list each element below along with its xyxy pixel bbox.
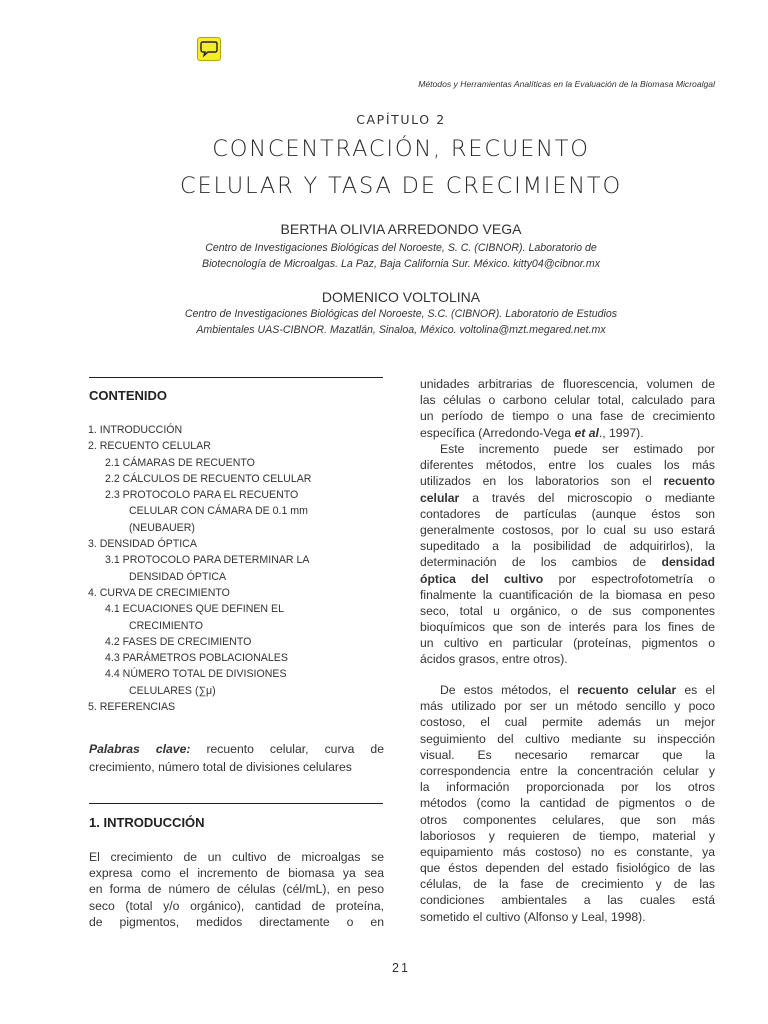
author-affiliation: Ambientales UAS-CIBNOR. Mazatlán, Sinaloa, México. voltolina@mzt.megared.net.mx (196, 324, 606, 336)
toc-item[interactable]: 4.2 FASES DE CRECIMIENTO (105, 635, 252, 648)
text-line: costoso, el cual permite además un mejor (420, 715, 715, 730)
toc-item[interactable]: 4.1 ECUACIONES QUE DEFINEN EL (105, 603, 284, 616)
contents-heading: CONTENIDO (89, 388, 167, 403)
author-affiliation: Centro de Investigaciones Biológicas del Noroeste, S.C. (CIBNOR). Laboratorio de Estudios (184, 308, 618, 320)
text-line: más utilizado por ser un método sencillo y poco (420, 699, 715, 714)
text-line: expresa como el incremento de biomasa ya sea (89, 866, 384, 881)
toc-item[interactable]: 3.1 PROTOCOLO PARA DETERMINAR LA (105, 554, 310, 567)
toc-item[interactable]: (NEUBAUER) (129, 521, 195, 534)
text-line: celular a través del microscopio o mediante (420, 490, 715, 505)
text-line: laboriosos y requieren de tiempo, material y (420, 828, 715, 843)
toc-item[interactable]: 2.2 CÁLCULOS DE RECUENTO CELULAR (105, 472, 312, 485)
text-line: utilizados en los laboratorios son el recuento (420, 474, 715, 489)
author-affiliation: Biotecnología de Microalgas. La Paz, Baja California Sur. México. kitty04@cibnor.mx (202, 258, 600, 270)
text-line: condiciones ambientales a las cuales está (420, 893, 715, 908)
text-line: ácidos grasos, entre otros). (420, 652, 568, 667)
table-of-contents (88, 422, 388, 715)
text-line: determinación de los cambios de densidad (420, 555, 715, 570)
comment-icon[interactable] (197, 37, 221, 61)
toc-item[interactable]: CELULAR CON CÁMARA DE 0.1 mm (129, 505, 308, 518)
text-line: correspondencia entre la concentración celular y (420, 763, 715, 778)
title-line-2: CELULAR Y TASA DE CRECIMIENTO (180, 173, 622, 199)
text-line: De estos métodos, el recuento celular es el (440, 683, 715, 697)
text-line: métodos (como la cantidad de pigmentos o de (420, 796, 715, 811)
toc-item[interactable]: 2.3 PROTOCOLO PARA EL RECUENTO (105, 489, 299, 502)
toc-item[interactable]: 3. DENSIDAD ÓPTICA (88, 538, 197, 551)
text-line: contadores de partículas (aunque éstos son (420, 506, 715, 521)
right-paragraph-2 (420, 441, 715, 668)
text-line: generalmente costosos, por lo cual su uso estará (420, 522, 715, 537)
toc-item[interactable]: 5. REFERENCIAS (88, 701, 176, 714)
text-line: óptica del cultivo por espectrofotometría o (420, 571, 715, 586)
toc-item[interactable]: 4.4 NÚMERO TOTAL DE DIVISIONES (105, 668, 287, 681)
text-line: las células o carbono celular total, calculado para (420, 393, 715, 408)
text-line: supeditado a la posibilidad de adquirirlos), la (420, 539, 715, 554)
title-line-1: CONCENTRACIÓN, RECUENTO (212, 136, 590, 162)
text-line: un período de tiempo o una fase de crecimiento (420, 409, 715, 424)
text-line: que éstos dependen del estado fisiológico de las (420, 861, 715, 876)
text-line: células, de la fase de crecimiento y de las (420, 877, 715, 892)
text-line: específica (Arredondo-Vega et al., 1997). (420, 425, 644, 440)
toc-item[interactable]: 2.1 CÁMARAS DE RECUENTO (105, 456, 255, 469)
toc-item[interactable]: 2. RECUENTO CELULAR (88, 440, 211, 453)
right-paragraph-1 (420, 376, 715, 441)
text-line: seco, total u orgánico, o de sus componentes (420, 603, 715, 618)
divider (89, 803, 383, 804)
text-line: unidades arbitrarias de fluorescencia, volumen de (420, 377, 715, 391)
text-line: la información proporcionada por los otros (420, 780, 715, 795)
text-line: Este incremento puede ser estimado por (440, 442, 715, 456)
page-number: 21 (392, 961, 410, 975)
text-line: seco (total y/o orgánico), cantidad de proteína, (89, 898, 384, 913)
text-line: finalmente la cuantificación de la biomasa en peso (420, 587, 715, 602)
running-header: Métodos y Herramientas Analíticas en la Evaluación de la Biomasa Microalgal (418, 79, 715, 89)
toc-item[interactable]: 4. CURVA DE CRECIMIENTO (88, 586, 230, 599)
keywords-label: Palabras clave: (89, 742, 191, 756)
text-line: visual. Es necesario remarcar que la (420, 747, 715, 762)
keywords (89, 741, 384, 776)
toc-item[interactable]: DENSIDAD ÓPTICA (129, 570, 227, 583)
divider (89, 377, 383, 378)
text-line: bioquímicos que son de interés para los fines de (420, 620, 715, 635)
right-paragraph-3 (420, 682, 715, 925)
toc-item[interactable]: CELULARES (∑μ) (129, 684, 216, 697)
text-line: de pigmentos, medidos directamente o en (89, 914, 384, 929)
toc-item[interactable]: 1. INTRODUCCIÓN (88, 424, 183, 436)
text-line: El crecimiento de un cultivo de microalgas se (89, 850, 384, 864)
text-line: otros componentes celulares, que son más (420, 812, 715, 827)
chapter-label: CAPÍTULO 2 (356, 112, 446, 127)
text-line: en forma de número de células (cél/mL), en peso (89, 882, 384, 897)
section-heading: 1. INTRODUCCIÓN (89, 815, 205, 830)
text-line: un cultivo en particular (proteínas, pigmentos o (420, 636, 715, 651)
keywords-text: recuento celular, curva de crecimiento, número total de divisiones celulares (89, 742, 384, 774)
toc-item[interactable]: CRECIMIENTO (129, 619, 203, 632)
text-line: seguimiento del cultivo mediante su inspección (420, 731, 715, 746)
intro-paragraph (89, 849, 384, 930)
author-name: BERTHA OLIVIA ARREDONDO VEGA (280, 221, 522, 237)
author-name: DOMENICO VOLTOLINA (321, 289, 481, 305)
text-line: sometido el cultivo (Alfonso y Leal, 1998). (420, 909, 646, 924)
text-line: diferentes métodos, entre los cuales los más (420, 458, 715, 473)
author-affiliation: Centro de Investigaciones Biológicas del Noroeste, S. C. (CIBNOR). Laboratorio de (205, 242, 597, 254)
text-line: equipamiento más costoso) no es constante, ya (420, 844, 715, 859)
toc-item[interactable]: 4.3 PARÁMETROS POBLACIONALES (105, 652, 288, 665)
